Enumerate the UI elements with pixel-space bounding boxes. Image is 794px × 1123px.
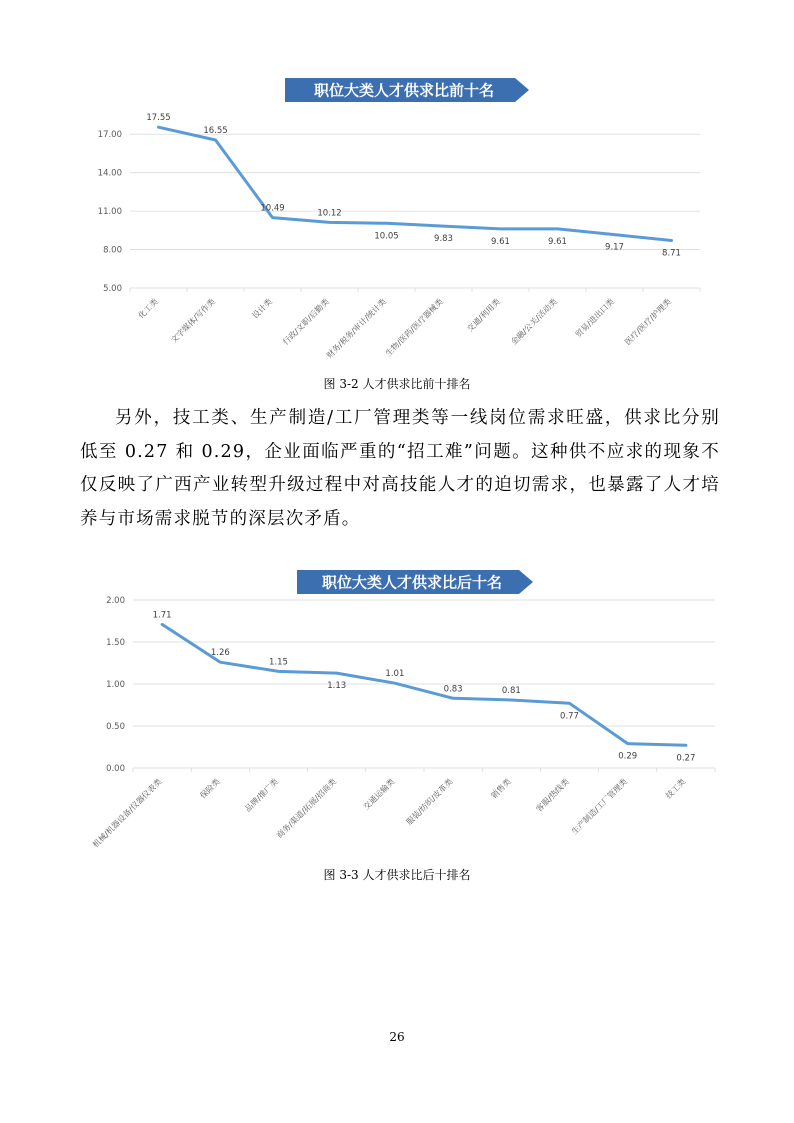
x-tick-label: 化工类	[136, 297, 160, 321]
data-label: 8.71	[662, 248, 681, 259]
y-tick-label: 17.00	[97, 130, 122, 141]
x-tick-label: 交通/利用类	[465, 297, 502, 334]
data-label: 9.83	[434, 234, 453, 245]
y-tick-label: 11.00	[97, 207, 122, 218]
figure-caption-3-3: 图 3-3 人才供求比后十排名	[323, 868, 471, 882]
chart-title: 职位大类人才供求比后十名	[321, 573, 503, 592]
x-tick-label: 商务/渠道/拓展/招商类	[275, 777, 339, 841]
data-label: 0.83	[443, 684, 463, 695]
y-tick-label: 14.00	[97, 168, 122, 179]
body-paragraph: 另外，技工类、生产制造/工厂管理类等一线岗位需求旺盛，供求比分别低至 0.27 和 0.29，企业面临严重的“招工难”问题。这种供不应求的现象不仅反映了广西产业转型升级过程中对高技能人才的迫切需求，也暴露了人才培养与市场需求脱节的深层次矛盾。	[80, 408, 720, 529]
series-line	[159, 127, 672, 240]
x-tick-label: 设计类	[250, 297, 274, 321]
figure-caption-3-2: 图 3-2 人才供求比前十排名	[323, 377, 471, 391]
x-tick-label: 交通运输类	[361, 777, 397, 812]
x-tick-label: 生产制造/工厂管理类	[569, 777, 630, 837]
y-tick-label: 0.00	[106, 764, 125, 774]
chart-title: 职位大类人才供求比前十名	[313, 81, 495, 100]
data-label: 0.29	[618, 751, 638, 762]
chart-svg	[0, 560, 794, 860]
y-tick-label: 1.50	[106, 638, 125, 648]
x-tick-label: 贸易/进出口类	[573, 297, 616, 340]
x-tick-label: 行政/文职/后勤类	[281, 297, 331, 347]
x-tick-label: 技工类	[663, 777, 688, 801]
data-label: 16.55	[203, 125, 228, 136]
data-label: 9.61	[491, 236, 510, 247]
data-label: 10.05	[374, 231, 399, 242]
x-tick-label: 医疗/医疗/护理类	[623, 297, 673, 347]
data-label: 10.12	[317, 208, 342, 219]
x-tick-label: 保险类	[198, 777, 222, 801]
data-label: 1.71	[152, 610, 172, 621]
x-tick-label: 生物/医药/医疗器械类	[383, 297, 445, 359]
page-number: 26	[389, 1030, 405, 1044]
data-label: 0.77	[560, 711, 579, 722]
y-tick-label: 1.00	[106, 680, 125, 690]
x-tick-label: 文字媒体/写作类	[169, 297, 217, 345]
x-tick-label: 机械/机器设备/仪器仪表类	[91, 777, 164, 850]
chart-svg	[0, 60, 794, 370]
x-tick-label: 客服/热线类	[534, 777, 571, 814]
chart-top-ten	[0, 60, 794, 370]
x-tick-label: 销售类	[489, 777, 513, 801]
data-label: 1.01	[385, 669, 405, 680]
data-label: 1.15	[269, 657, 288, 668]
data-label: 9.61	[548, 236, 567, 247]
x-tick-label: 服装/纺织/皮革类	[404, 777, 455, 827]
x-tick-label: 品牌/推广类	[243, 777, 280, 814]
y-tick-label: 5.00	[103, 284, 122, 294]
data-label: 10.49	[260, 203, 285, 214]
data-label: 1.26	[210, 648, 230, 659]
chart-bottom-ten	[0, 560, 794, 860]
x-tick-label: 金融/公关/活动类	[509, 297, 559, 347]
data-label: 17.55	[146, 113, 171, 124]
y-tick-label: 0.50	[106, 722, 125, 732]
data-label: 1.13	[327, 681, 347, 692]
y-tick-label: 8.00	[103, 245, 122, 256]
data-label: 0.27	[676, 753, 696, 764]
y-tick-label: 2.00	[106, 596, 125, 606]
data-label: 9.17	[605, 242, 624, 253]
series-line	[162, 624, 686, 745]
data-label: 0.81	[501, 685, 521, 696]
x-tick-label: 财务/税务/审计/统计类	[324, 297, 388, 361]
